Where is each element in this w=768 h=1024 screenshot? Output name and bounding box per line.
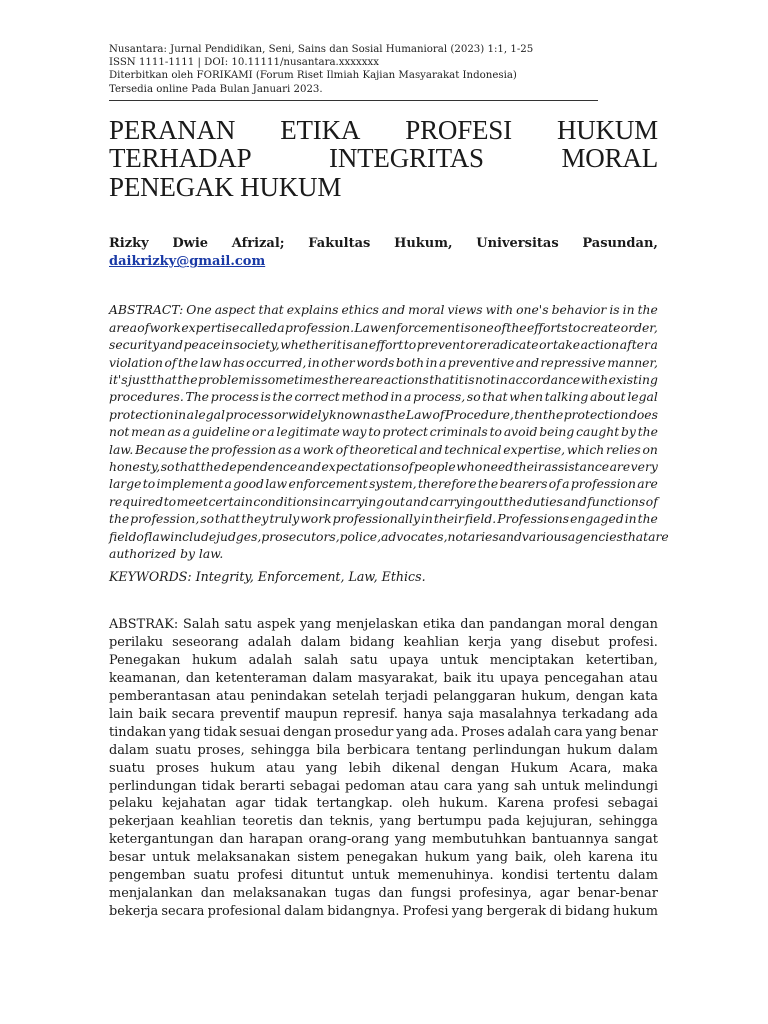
online-availability: Tersedia online Pada Bulan Januari 2023. bbox=[109, 83, 323, 95]
author-word: Afrizal; bbox=[231, 236, 285, 252]
author-word: Dwie bbox=[172, 236, 209, 252]
abstract-line: besar untuk melaksanakan sistem penegakan hukum yang baik, oleh karena itu bbox=[109, 850, 658, 866]
abstract-line: violation of the law has occurred, in other words both in a preventive and repressive manner, bbox=[109, 355, 658, 370]
title-word: INTEGRITAS bbox=[329, 143, 484, 174]
journal-citation: Nusantara: Jurnal Pendidikan, Seni, Sains dan Sosial Humanioral (2023) 1:1, 1-25 bbox=[109, 44, 534, 55]
author-word: Fakultas bbox=[308, 236, 371, 252]
abstract-line: perlindungan tidak berarti sebagai pedoman atau cara yang sah untuk melindungi bbox=[109, 778, 658, 794]
abstract-line: law. Because the profession as a work of theoretical and technical expertise, which relies on bbox=[109, 442, 658, 457]
header-divider bbox=[109, 100, 598, 101]
abstract-line: required to meet certain conditions in carrying out and carrying out the duties and functions of bbox=[109, 494, 658, 509]
abstract-line: the profession, so that they truly work professionally in their field. Professions engaged in the bbox=[109, 512, 658, 527]
abstract-line: not mean as a guideline or a legitimate way to protect criminals to avoid being caught by the bbox=[109, 425, 658, 440]
abstract-line: pemberantasan atau penindakan setelah terjadi pelanggaran hukum, dengan kata bbox=[109, 689, 658, 705]
abstract-line: pengemban suatu profesi dituntut untuk memenuhinya. kondisi tertentu dalam bbox=[109, 868, 658, 884]
abstract-line: procedures. The process is the correct method in a process, so that when talking about legal bbox=[109, 390, 658, 405]
abstract-line: it's just that the problem is sometimes there are actions that it is not in accordance with existing bbox=[109, 372, 658, 387]
author-email-link[interactable]: daikrizky@gmail.com bbox=[109, 254, 266, 270]
indonesian-abstract bbox=[109, 616, 658, 920]
author-word: Pasundan, bbox=[582, 236, 658, 252]
author-word: Universitas bbox=[476, 236, 559, 252]
author-word: Hukum, bbox=[394, 236, 453, 252]
english-abstract bbox=[109, 302, 669, 563]
abstract-line: keamanan, dan ketenteraman dalam masyarakat, baik itu upaya pencegahan atau bbox=[109, 671, 658, 687]
abstract-line: ABSTRACT: One aspect that explains ethics and moral views with one's behavior is in the bbox=[109, 303, 658, 318]
keywords: KEYWORDS: Integrity, Enforcement, Law, Ethics. bbox=[109, 569, 426, 585]
abstract-line: pekerjaan keahlian teoretis dan teknis, yang bertumpu pada kejujuran, sehingga bbox=[109, 814, 658, 830]
title-word: TERHADAP bbox=[109, 143, 252, 174]
abstract-line: Penegakan hukum adalah salah satu upaya untuk menciptakan ketertiban, bbox=[109, 653, 658, 669]
title-word: ETIKA bbox=[280, 114, 361, 145]
abstract-line: dalam suatu proses, sehingga bila berbicara tentang perlindungan hukum dalam bbox=[109, 742, 658, 758]
publisher-line: Diterbitkan oleh FORIKAMI (Forum Riset Ilmiah Kajian Masyarakat Indonesia) bbox=[109, 70, 517, 82]
abstract-line: honesty, so that the dependence and expectations of people who need their assistance are very bbox=[109, 459, 658, 474]
author-block bbox=[109, 235, 658, 271]
issn-doi: ISSN 1111-1111 | DOI: 10.11111/nusantara.xxxxxxx bbox=[109, 57, 379, 69]
title-word: PROFESI bbox=[405, 114, 512, 145]
abstract-line: field of law include judges, prosecutors, police, advocates, notaries and various agencies that are bbox=[109, 529, 669, 544]
abstract-line: bekerja secara profesional dalam bidangnya. Profesi yang bergerak di bidang hukum bbox=[109, 903, 658, 919]
title-line-1 bbox=[109, 116, 658, 145]
abstract-line: ketergantungan dan harapan orang-orang yang membutuhkan bantuannya sangat bbox=[109, 832, 658, 848]
author-word: Rizky bbox=[109, 236, 149, 252]
title-word: HUKUM bbox=[556, 114, 658, 145]
author-affiliation bbox=[109, 235, 658, 253]
abstract-line: lain baik secara preventif maupun represif. hanya saja masalahnya terkadang ada bbox=[109, 706, 658, 722]
document-page bbox=[109, 43, 669, 921]
abstract-line: security and peace in society, whether it is an effort to prevent or eradicate or take action after a bbox=[109, 338, 658, 353]
abstract-line: area of work expertise called a profession. Law enforcement is one of the efforts to create order, bbox=[109, 320, 658, 335]
title-word: MORAL bbox=[561, 143, 658, 174]
article-title bbox=[109, 116, 658, 202]
title-word: PERANAN bbox=[109, 114, 236, 145]
title-line-3: PENEGAK HUKUM bbox=[109, 171, 342, 202]
abstract-line: large to implement a good law enforcement system, therefore the bearers of a profession are bbox=[109, 477, 658, 492]
abstract-line: suatu proses hukum atau yang lebih dikenal dengan Hukum Acara, maka bbox=[109, 760, 658, 776]
abstract-line: menjalankan dan melaksanakan tugas dan fungsi profesinya, agar benar-benar bbox=[109, 886, 658, 901]
abstract-line: authorized by law. bbox=[109, 547, 224, 561]
abstract-line: ABSTRAK: Salah satu aspek yang menjelaskan etika dan pandangan moral dengan bbox=[109, 617, 658, 633]
journal-header bbox=[109, 43, 658, 96]
abstract-line: perilaku seseorang adalah dalam bidang keahlian kerja yang disebut profesi. bbox=[109, 635, 658, 651]
abstract-line: tindakan yang tidak sesuai dengan prosedur yang ada. Proses adalah cara yang benar bbox=[109, 724, 658, 740]
abstract-line: pelaku kejahatan agar tidak tertangkap. oleh hukum. Karena profesi sebagai bbox=[109, 796, 658, 812]
title-line-2 bbox=[109, 144, 658, 173]
abstract-line: protection in a legal process or widely known as the Law of Procedure, then the protection does bbox=[109, 407, 658, 422]
